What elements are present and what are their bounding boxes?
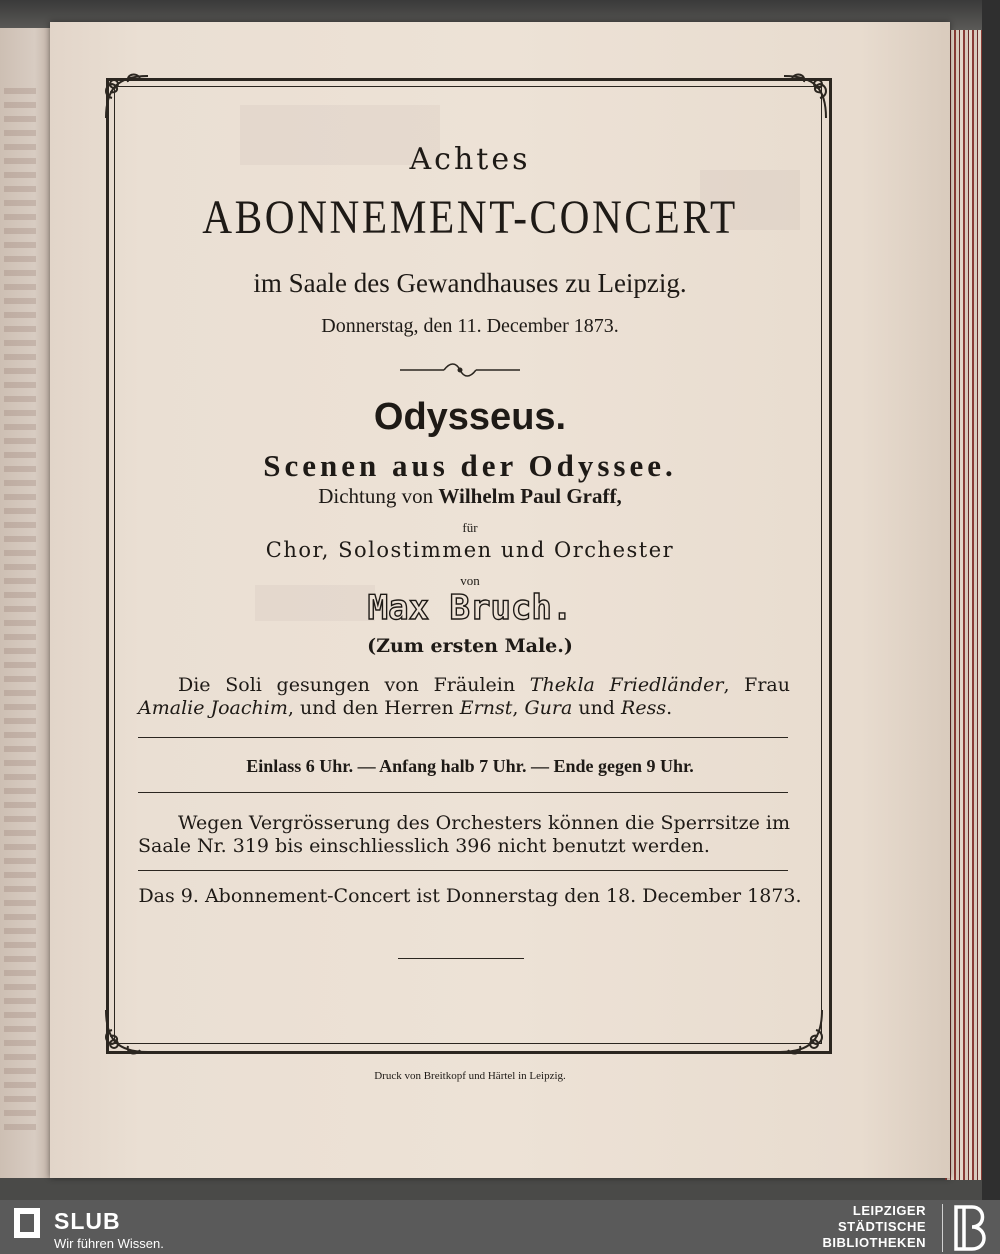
divider-ornament [400, 362, 520, 378]
soloist-name: Ress [621, 697, 667, 719]
soloists-intro: Die Soli gesungen von Fräulein [178, 674, 530, 696]
footer-divider [942, 1204, 943, 1252]
seating-notice: Wegen Vergrösserung des Orchesters können die Sperrsitze im Saale Nr. 319 bis einschliesslich 396 nicht benutzt werden. [138, 812, 790, 857]
corner-ornament-top-left [98, 68, 158, 128]
concert-times: Einlass 6 Uhr. — Anfang halb 7 Uhr. — Ende gegen 9 Uhr. [246, 756, 694, 776]
for-word: für [462, 520, 478, 535]
book-spine [982, 0, 1000, 1200]
soloists-separator: , und den Herren [287, 697, 460, 719]
leipzig-libraries-logo-icon [952, 1205, 992, 1251]
next-concert-notice: Das 9. Abonnement-Concert ist Donnerstag den 18. December 1873. [138, 885, 802, 907]
soloist-name: Amalie Joachim [138, 697, 288, 719]
soloists-paragraph [138, 674, 790, 720]
soloist-name: Ernst [459, 697, 513, 719]
performing-forces: Chor, Solostimmen und Orchester [265, 538, 675, 562]
concert-date: Donnerstag, den 11. December 1873. [321, 315, 619, 337]
rule-above-times [138, 737, 788, 738]
rule-below-times [138, 792, 788, 793]
heading-large: ABONNEMENT-CONCERT [202, 191, 738, 244]
soloists-separator: , [512, 697, 525, 719]
corner-ornament-bottom-left [98, 1000, 158, 1060]
composer-name: Max Bruch. [367, 588, 573, 628]
slub-tagline: Wir führen Wissen. [54, 1236, 164, 1251]
soloist-name: Thekla Friedländer [529, 674, 724, 696]
librettist-name: Wilhelm Paul Graff, [438, 484, 622, 508]
premiere-note: (Zum ersten Male.) [367, 635, 573, 657]
soloists-end: . [666, 697, 673, 719]
corner-ornament-bottom-right [770, 1000, 830, 1060]
slub-logo-icon [14, 1208, 40, 1238]
left-page-pattern [4, 88, 36, 1138]
corner-ornament-top-right [774, 68, 834, 128]
heading-small: Achtes [409, 142, 531, 177]
soloists-separator: , Frau [723, 674, 790, 696]
closing-short-rule [398, 958, 524, 959]
work-subtitle: Scenen aus der Odyssee. [263, 448, 677, 483]
printer-imprint: Druck von Breitkopf und Härtel in Leipzig. [374, 1070, 566, 1082]
brand-line-1: LEIPZIGER [852, 1203, 926, 1218]
slub-brand[interactable]: SLUB [54, 1208, 121, 1234]
venue-line: im Saale des Gewandhauses zu Leipzig. [253, 268, 687, 298]
leipzig-libraries-brand[interactable] [823, 1203, 927, 1251]
brand-line-2: STÄDTISCHE [837, 1219, 926, 1234]
soloist-name: Gura [524, 697, 573, 719]
page-stack-edges [945, 30, 985, 1180]
work-title: Odysseus. [373, 396, 567, 438]
rule-below-notice [138, 870, 788, 871]
by-word: von [460, 573, 480, 588]
soloists-separator: und [572, 697, 622, 719]
brand-line-3: BIBLIOTHEKEN [822, 1235, 926, 1250]
libretto-prefix: Dichtung von [318, 484, 439, 508]
libretto-line [120, 484, 820, 509]
